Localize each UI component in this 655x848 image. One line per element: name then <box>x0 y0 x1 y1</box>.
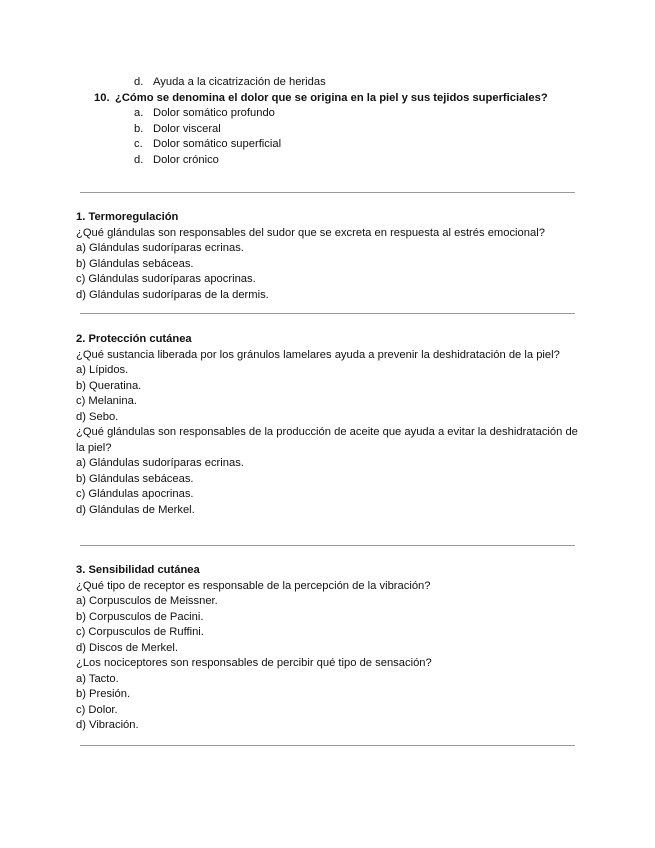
question-text: ¿Qué glándulas son responsables de la producción de aceite que ayuda a evitar la deshidratación de la piel? <box>76 426 578 454</box>
answer-option: b) Glándulas sebáceas. <box>76 472 194 485</box>
question-text: ¿Qué glándulas son responsables del sudor que se excreta en respuesta al estrés emocional? <box>76 226 545 239</box>
option-letter: a. <box>134 107 144 119</box>
option-letter: d. <box>134 153 144 166</box>
answer-option: a) Glándulas sudoríparas ecrinas. <box>76 457 244 469</box>
answer-option: d) Glándulas sudoríparas de la dermis. <box>76 288 269 301</box>
option-row <box>94 122 594 138</box>
answer-option: b) Corpusculos de Pacini. <box>76 610 204 623</box>
answer-option: d) Sebo. <box>76 410 119 423</box>
option-row <box>94 75 594 91</box>
answer-option: a) Tacto. <box>76 672 119 685</box>
question-number: 10. <box>94 91 110 104</box>
section-title: 3. Sensibilidad cutánea <box>76 564 200 576</box>
answer-option: a) Glándulas sudoríparas ecrinas. <box>76 242 244 254</box>
answer-option: b) Glándulas sebáceas. <box>76 257 194 270</box>
section-title: 2. Protección cutánea <box>76 333 192 345</box>
divider <box>80 545 575 546</box>
section-proteccion-cutanea <box>76 332 586 518</box>
option-row <box>94 153 594 169</box>
question-10 <box>94 91 594 107</box>
answer-option: b) Presión. <box>76 688 131 700</box>
section-sensibilidad-cutanea <box>76 563 586 734</box>
option-letter: b. <box>134 122 144 135</box>
section-title: 1. Termoregulación <box>76 211 179 223</box>
answer-option: c) Melanina. <box>76 395 137 407</box>
option-text: Dolor somático profundo <box>153 107 275 119</box>
answer-option: b) Queratina. <box>76 379 142 392</box>
option-letter: d. <box>134 76 144 88</box>
question-text: ¿Cómo se denomina el dolor que se origina en la piel y sus tejidos superficiales? <box>115 91 548 104</box>
option-row <box>94 137 594 153</box>
divider <box>80 745 575 746</box>
question-text: ¿Qué sustancia liberada por los gránulos lamelares ayuda a prevenir la deshidratación de la piel? <box>76 348 560 361</box>
option-text: Dolor somático superficial <box>153 138 282 150</box>
option-text: Dolor visceral <box>153 122 221 135</box>
previous-quiz-block <box>94 75 594 168</box>
answer-option: c) Glándulas sudoríparas apocrinas. <box>76 273 256 285</box>
question-text: ¿Qué tipo de receptor es responsable de la percepción de la vibración? <box>76 579 431 592</box>
answer-option: a) Lípidos. <box>76 364 129 376</box>
option-text: Dolor crónico <box>153 153 219 166</box>
answer-option: d) Discos de Merkel. <box>76 641 178 654</box>
option-letter: c. <box>134 138 143 150</box>
question-text: ¿Los nociceptores son responsables de percibir qué tipo de sensación? <box>76 657 432 669</box>
section-termoregulacion <box>76 210 586 303</box>
answer-option: d) Glándulas de Merkel. <box>76 503 195 516</box>
option-row <box>94 106 594 122</box>
divider <box>80 313 575 314</box>
answer-option: c) Glándulas apocrinas. <box>76 488 194 500</box>
answer-option: c) Corpusculos de Ruffini. <box>76 626 204 638</box>
divider <box>80 192 575 193</box>
answer-option: d) Vibración. <box>76 719 139 731</box>
answer-option: a) Corpusculos de Meissner. <box>76 595 218 607</box>
option-text: Ayuda a la cicatrización de heridas <box>153 76 326 88</box>
answer-option: c) Dolor. <box>76 703 118 716</box>
